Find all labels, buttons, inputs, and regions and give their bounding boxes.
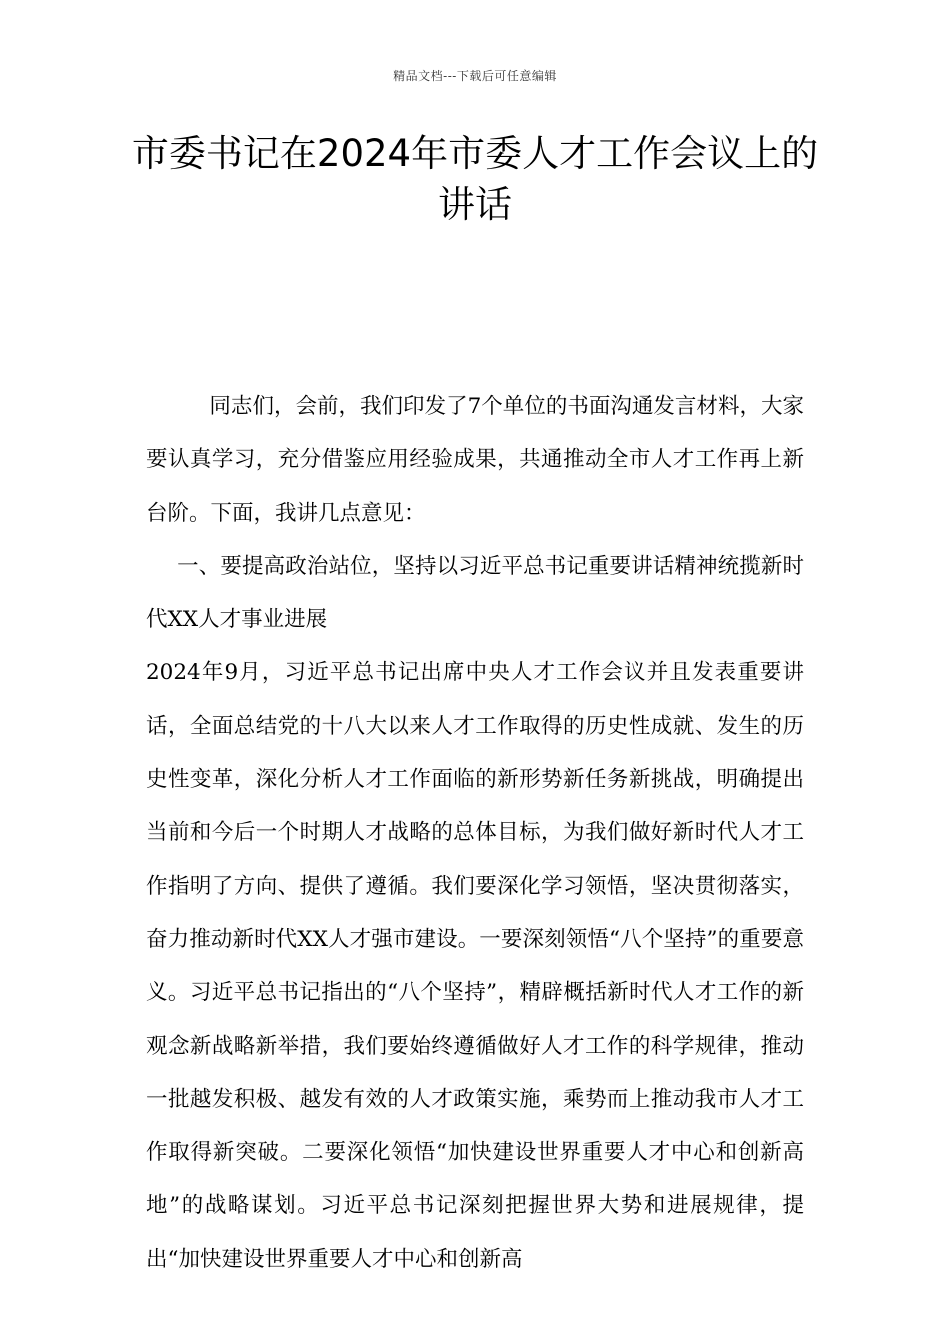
document-body [146,380,804,1286]
section-heading-1: 一、要提高政治站位，坚持以习近平总书记重要讲话精神统揽新时代XX人才事业进展 [146,553,804,633]
header-note: 精品文档---下载后可任意编辑 [393,69,557,83]
document-title: 市委书记在2024年市委人才工作会议上的讲话 [131,132,819,226]
paragraph-intro: 同志们，会前，我们印发了7个单位的书面沟通发言材料，大家要认真学习，充分借鉴应用经验成果，共通推动全市人才工作再上新台阶。下面，我讲几点意见： [146,394,804,526]
paragraph-section-1: 2024年9月，习近平总书记出席中央人才工作会议并且发表重要讲话，全面总结党的十八大以来人才工作取得的历史性成就、发生的历史性变革，深化分析人才工作面临的新形势新任务新挑战，明确提出当前和今后一个时期人才战略的总体目标，为我们做好新时代人才工作指明了方向、提供了遵循。我们要深化学习领悟，坚决贯彻落实，奋力推动新时代XX人才强市建设。一要深刻领悟“八个坚持”的重要意义。习近平总书记指出的“八个坚持”，精辟概括新时代人才工作的新观念新战略新举措，我们要始终遵循做好人才工作的科学规律，推动一批越发积极、越发有效的人才政策实施，乘势而上推动我市人才工作取得新突破。二要深化领悟“加快建设世界重要人才中心和创新高地”的战略谋划。习近平总书记深刻把握世界大势和进展规律，提出“加快建设世界重要人才中心和创新高 [146,660,804,1272]
